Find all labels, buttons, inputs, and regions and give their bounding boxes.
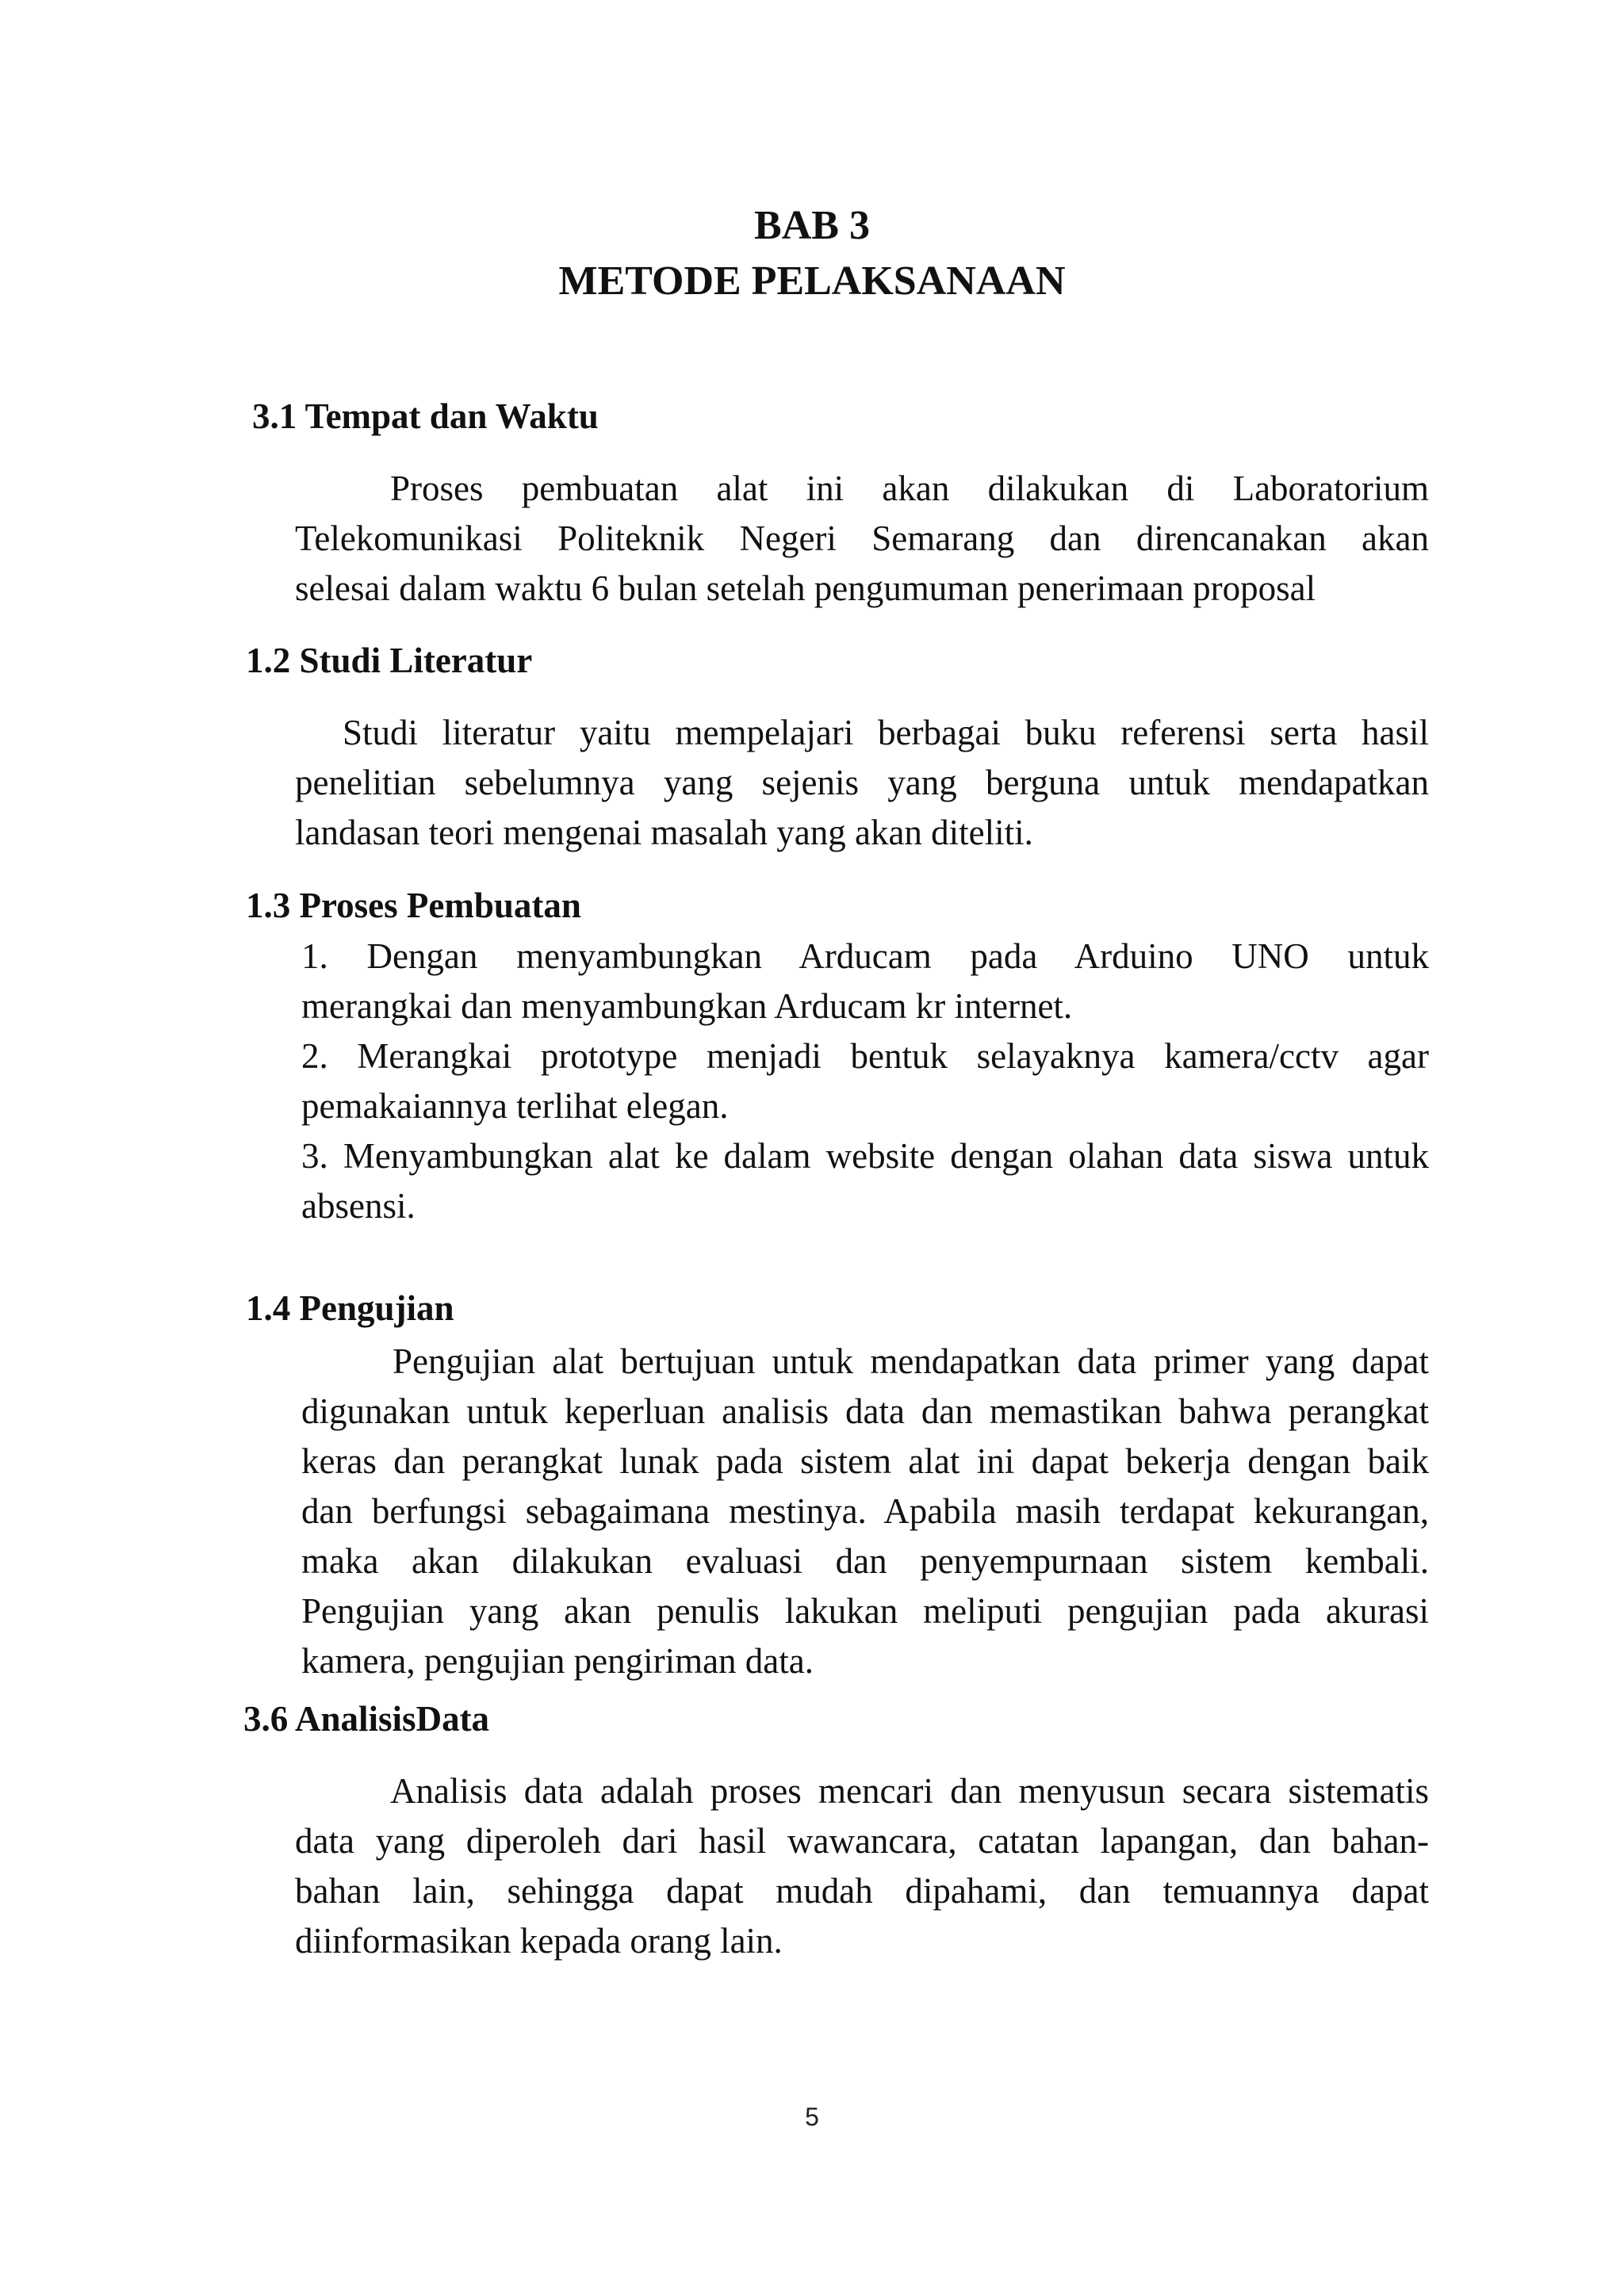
chapter-number: BAB 3 xyxy=(754,203,870,248)
paragraph-line: diinformasikan kepada orang lain. xyxy=(295,1921,783,1961)
paragraph-analisis-data xyxy=(295,1766,1429,1966)
list-line: pemakaiannya terlihat elegan. xyxy=(301,1086,729,1126)
paragraph-line: Telekomunikasi Politeknik Negeri Semarang dan direncanakan akan xyxy=(295,519,1429,558)
paragraph-line: digunakan untuk keperluan analisis data dan memastikan bahwa perangkat xyxy=(301,1391,1429,1431)
paragraph-line: penelitian sebelumnya yang sejenis yang berguna untuk mendapatkan xyxy=(295,763,1429,802)
paragraph-line: selesai dalam waktu 6 bulan setelah pengumuman penerimaan proposal xyxy=(295,568,1316,608)
list-item xyxy=(301,932,1429,1031)
paragraph-line: bahan lain, sehingga dapat mudah dipahami, dan temuannya dapat xyxy=(295,1871,1429,1911)
paragraph-line: Studi literatur yaitu mempelajari berbagai buku referensi serta hasil xyxy=(343,713,1429,752)
section-heading-proses-pembuatan: 1.3 Proses Pembuatan xyxy=(246,886,581,925)
section-heading-studi-literatur: 1.2 Studi Literatur xyxy=(246,641,533,680)
paragraph-tempat-waktu xyxy=(295,464,1429,614)
list-line: absensi. xyxy=(301,1186,416,1226)
paragraph-line: Pengujian alat bertujuan untuk mendapatkan data primer yang dapat xyxy=(393,1341,1429,1381)
paragraph-studi-literatur xyxy=(295,708,1429,858)
paragraph-line: Analisis data adalah proses mencari dan menyusun secara sistematis xyxy=(390,1771,1429,1811)
paragraph-line: data yang diperoleh dari hasil wawancara, catatan lapangan, dan bahan- xyxy=(295,1821,1429,1861)
list-line: 1. Dengan menyambungkan Arducam pada Arduino UNO untuk xyxy=(301,936,1429,976)
paragraph-line: dan berfungsi sebagaimana mestinya. Apabila masih terdapat kekurangan, xyxy=(301,1491,1429,1531)
paragraph-line: kamera, pengujian pengiriman data. xyxy=(301,1641,814,1681)
paragraph-line: keras dan perangkat lunak pada sistem alat ini dapat bekerja dengan baik xyxy=(301,1441,1429,1481)
paragraph-line: Pengujian yang akan penulis lakukan meliputi pengujian pada akurasi xyxy=(301,1591,1429,1631)
list-item xyxy=(301,1031,1429,1131)
page-number: 5 xyxy=(805,2103,819,2131)
list-line: 3. Menyambungkan alat ke dalam website dengan olahan data siswa untuk xyxy=(301,1136,1429,1176)
list-line: 2. Merangkai prototype menjadi bentuk selayaknya kamera/cctv agar xyxy=(301,1036,1429,1076)
paragraph-line: Proses pembuatan alat ini akan dilakukan di Laboratorium xyxy=(390,469,1429,508)
section-heading-tempat-waktu: 3.1 Tempat dan Waktu xyxy=(252,396,599,436)
paragraph-line: maka akan dilakukan evaluasi dan penyempurnaan sistem kembali. xyxy=(301,1541,1429,1581)
paragraph-line: landasan teori mengenai masalah yang akan diteliti. xyxy=(295,813,1033,852)
list-item xyxy=(301,1131,1429,1231)
list-line: merangkai dan menyambungkan Arducam kr internet. xyxy=(301,986,1073,1026)
chapter-title: METODE PELAKSANAAN xyxy=(558,258,1066,304)
section-heading-pengujian: 1.4 Pengujian xyxy=(246,1288,454,1328)
section-heading-analisis-data: 3.6 AnalisisData xyxy=(243,1699,490,1739)
paragraph-pengujian xyxy=(301,1337,1429,1686)
